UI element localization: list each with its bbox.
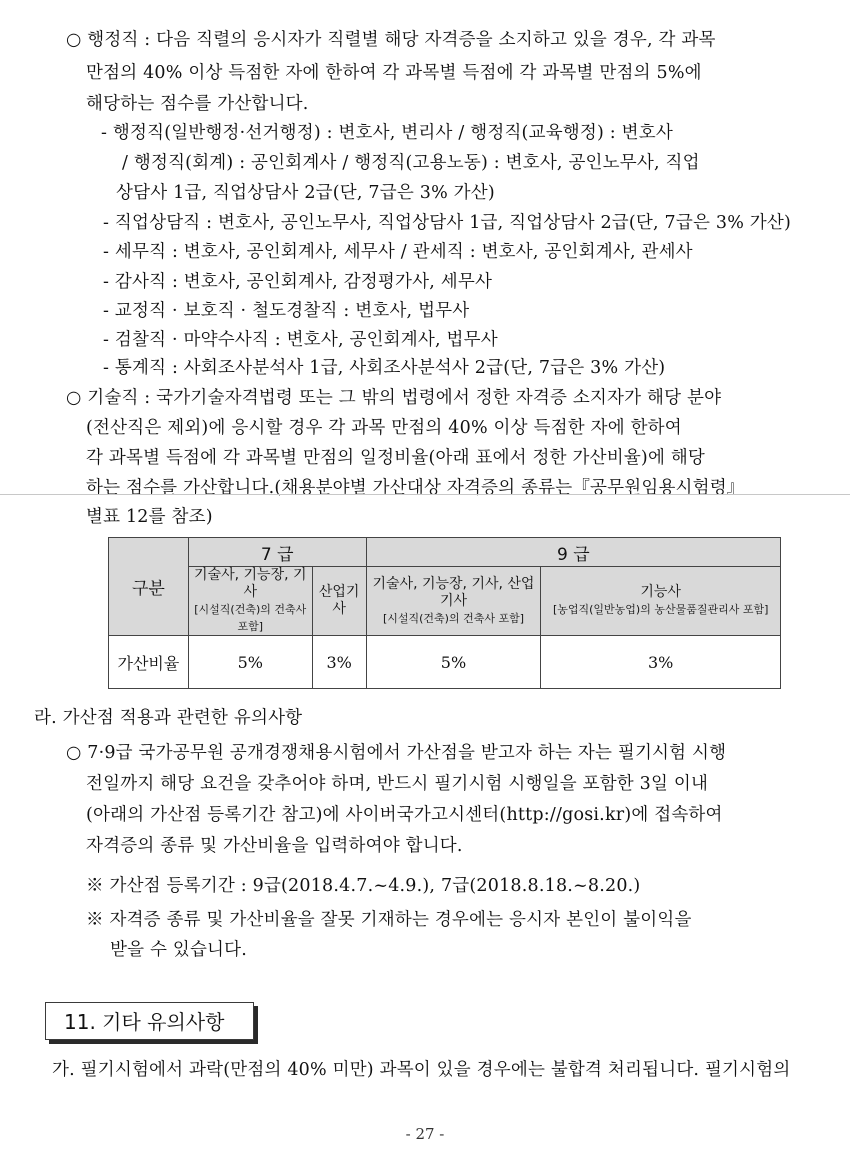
text-line: - 직업상담직 : 변호사, 공인노무사, 직업상담사 1급, 직업상담사 2급(단, 7급은 3% 가산) xyxy=(103,213,792,233)
text-line: ○ 7·9급 국가공무원 공개경쟁채용시험에서 가산점을 받고자 하는 자는 필기시험 시행 xyxy=(66,743,727,763)
text-line: - 통계직 : 사회조사분석사 1급, 사회조사분석사 2급(단, 7급은 3% 가산) xyxy=(103,358,666,378)
text-line: 각 과목별 득점에 각 과목별 만점의 일정비율(아래 표에서 정한 가산비율)에 해당 xyxy=(86,448,706,468)
table-header-label: 기능사 xyxy=(640,584,681,600)
text-line: 별표 12를 참조) xyxy=(86,507,213,527)
text-line: 상담사 1급, 직업상담사 2급(단, 7급은 3% 가산) xyxy=(116,183,495,203)
section-title-box xyxy=(45,1002,254,1040)
text-line: - 감사직 : 변호사, 공인회계사, 감정평가사, 세무사 xyxy=(103,272,493,292)
text-line: ※ 가산점 등록기간 : 9급(2018.4.7.~4.9.), 7급(2018.8.18.~8.20.) xyxy=(86,876,641,896)
table-cell: 5% xyxy=(366,636,541,689)
table-header-cell xyxy=(188,567,312,636)
text-line: / 행정직(회계) : 공인회계사 / 행정직(고용노동) : 변호사, 공인노무사, 직업 xyxy=(122,153,700,173)
text-line: ○ 기술직 : 국가기술자격법령 또는 그 밖의 법령에서 정한 자격증 소지자가 해당 분야 xyxy=(66,388,722,408)
table-header-cell xyxy=(312,567,366,636)
text-line: 자격증의 종류 및 가산비율을 입력하여야 합니다. xyxy=(86,836,463,856)
table-header-label: 산업기사 xyxy=(318,584,360,617)
text-line: 전일까지 해당 요건을 갖추어야 하며, 반드시 필기시험 시행일을 포함한 3일 이내 xyxy=(86,774,709,794)
divider xyxy=(0,494,850,495)
text-line: (아래의 가산점 등록기간 참고)에 사이버국가고시센터(http://gosi.kr)에 접속하여 xyxy=(86,805,723,825)
table-header-note: [시설직(건축)의 건축사 포함] xyxy=(194,603,307,633)
table-header-note: [농업직(일반농업)의 농산물품질관리사 포함] xyxy=(552,603,769,616)
table-header-grade7: 7 급 xyxy=(188,538,366,567)
text-line: 가. 필기시험에서 과락(만점의 40% 미만) 과목이 있을 경우에는 불합격 처리됩니다. 필기시험의 xyxy=(52,1060,791,1080)
table-row-label: 가산비율 xyxy=(109,636,189,689)
table-header-category: 구분 xyxy=(109,538,189,636)
bonus-rate-table xyxy=(108,537,781,689)
table-header-label: 기술사, 기능장, 기사 xyxy=(194,567,307,600)
text-line: (전산직은 제외)에 응시할 경우 각 과목 만점의 40% 이상 득점한 자에 한하여 xyxy=(86,418,682,438)
text-line: - 교정직 · 보호직 · 철도경찰직 : 변호사, 법무사 xyxy=(103,301,470,321)
table-cell: 3% xyxy=(312,636,366,689)
table-header-grade9: 9 급 xyxy=(366,538,780,567)
table-header-label: 기술사, 기능장, 기사, 산업기사 xyxy=(372,575,535,609)
text-line: - 검찰직 · 마약수사직 : 변호사, 공인회계사, 법무사 xyxy=(103,330,498,350)
table-header-cell xyxy=(366,567,541,636)
table-cell: 5% xyxy=(188,636,312,689)
table-header-cell xyxy=(541,567,781,636)
text-line: - 행정직(일반행정·선거행정) : 변호사, 변리사 / 행정직(교육행정) : 변호사 xyxy=(101,123,673,143)
table-row xyxy=(109,636,781,689)
text-line: 만점의 40% 이상 득점한 자에 한하여 각 과목별 득점에 각 과목별 만점의 5%에 xyxy=(86,63,702,83)
page-number: - 27 - xyxy=(405,1125,445,1143)
text-line: 하는 점수를 가산합니다.(채용분야별 가산대상 자격증의 종류는『공무원임용시험령』 xyxy=(86,478,745,498)
section-title: 11. 기타 유의사항 xyxy=(64,1010,225,1034)
table-cell: 3% xyxy=(541,636,781,689)
text-line: 해당하는 점수를 가산합니다. xyxy=(86,94,309,114)
section-heading: 라. 가산점 적용과 관련한 유의사항 xyxy=(34,708,303,728)
table-header-note: [시설직(건축)의 건축사 포함] xyxy=(382,611,524,625)
text-line: - 세무직 : 변호사, 공인회계사, 세무사 / 관세직 : 변호사, 공인회계사, 관세사 xyxy=(103,242,693,262)
text-line: 받을 수 있습니다. xyxy=(110,940,248,960)
text-line: ※ 자격증 종류 및 가산비율을 잘못 기재하는 경우에는 응시자 본인이 불이익을 xyxy=(86,910,692,930)
text-line: ○ 행정직 : 다음 직렬의 응시자가 직렬별 해당 자격증을 소지하고 있을 경우, 각 과목 xyxy=(66,30,716,50)
